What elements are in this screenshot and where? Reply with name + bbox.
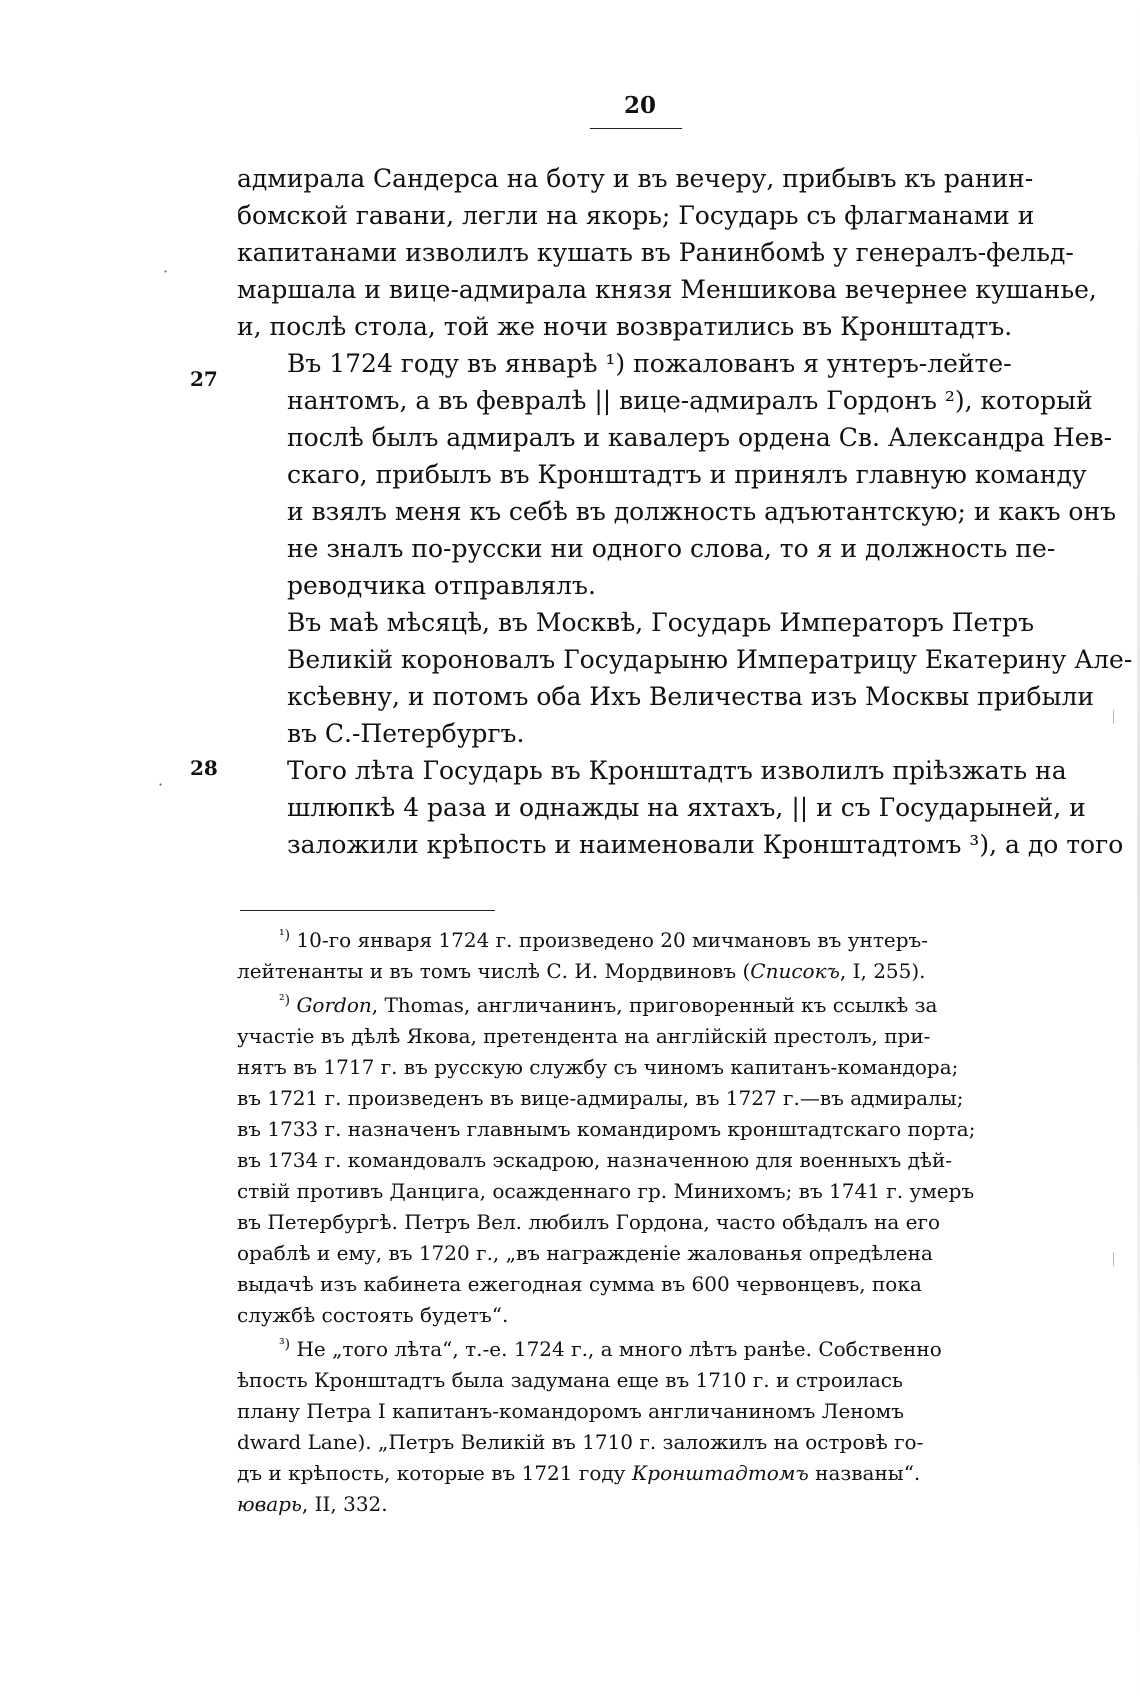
footnote-line — [237, 925, 1029, 956]
footnote-line: въ 1721 г. произведенъ въ вице-адмиралы, въ 1727 г.—въ адмиралы; — [237, 1086, 964, 1110]
body-text — [237, 160, 1133, 863]
footnote-line: службѣ состоять будетъ“. — [237, 1303, 509, 1327]
paragraph-1 — [237, 160, 1097, 345]
text-line: Въ маѣ мѣсяцѣ, въ Москвѣ, Государь Императоръ Петръ — [287, 608, 1035, 637]
footnote-line: ѣпость Кронштадтъ была задумана еще въ 1710 г. и строилась — [237, 1368, 903, 1392]
footnote-line: нятъ въ 1717 г. въ русскую службу съ чиномъ капитанъ-командора; — [237, 1055, 959, 1079]
footnote-line: юварь, II, 332. — [237, 1492, 388, 1516]
scan-speck: · — [158, 775, 164, 794]
text-line: реводчика отправлялъ. — [287, 571, 596, 600]
text-line: адмирала Сандерса на боту и въ вечеру, прибывъ къ ранин- — [237, 164, 1034, 193]
margin-note-27: 27 — [190, 367, 218, 391]
footnote-3 — [237, 1334, 1029, 1520]
footnote-line: плану Петра I капитанъ-командоромъ англичаниномъ Леномъ — [237, 1399, 904, 1423]
footnote-rule — [240, 910, 495, 911]
text-line: маршала и вице-адмирала князя Меншикова вечернее кушанье, — [237, 275, 1097, 304]
text-line: Великій короновалъ Государыню Императрицу Екатерину Але- — [287, 645, 1133, 674]
footnote-line: лейтенанты и въ томъ числѣ С. И. Мордвиновъ (Списокъ, I, 255). — [237, 959, 926, 983]
footnote-2 — [237, 990, 1029, 1331]
text-line: послѣ былъ адмиралъ и кавалеръ ордена Св. Александра Нев- — [287, 423, 1113, 452]
text-line: и взялъ меня къ себѣ въ должность адъютантскую; и какъ онъ — [287, 497, 1117, 526]
paragraph-4 — [237, 752, 1124, 863]
scan-mark — [1113, 1252, 1114, 1266]
footnote-line — [237, 1334, 1029, 1365]
footnote-text: Gordon, Thomas, англичанинъ, приговоренный къ ссылкѣ за — [296, 993, 938, 1017]
footnotes — [237, 925, 1029, 1523]
page-number: 20 — [623, 92, 656, 119]
text-line: скаго, прибылъ въ Кронштадтъ и принялъ главную команду — [287, 460, 1087, 489]
footnote-marker: ³) — [279, 1336, 291, 1353]
text-line: не зналъ по-русски ни одного слова, то я и должность пе- — [287, 534, 1056, 563]
footnote-marker: ¹) — [279, 927, 291, 944]
footnote-line: въ 1733 г. назначенъ главнымъ командиромъ кронштадтскаго порта; — [237, 1117, 976, 1141]
scan-mark — [1113, 710, 1114, 724]
text-line: бомской гавани, легли на якорь; Государь съ флагманами и — [237, 201, 1035, 230]
footnote-line: ствій противъ Данцига, осажденнаго гр. Минихомъ; въ 1741 г. умеръ — [237, 1179, 975, 1203]
footnote-text: 10-го января 1724 г. произведено 20 мичмановъ въ унтеръ- — [296, 928, 928, 952]
footnote-line: въ Петербургѣ. Петръ Вел. любилъ Гордона, часто обѣдалъ на его — [237, 1210, 940, 1234]
footnote-marker: ²) — [279, 992, 291, 1009]
footnote-line — [237, 990, 1029, 1021]
page-number-rule — [590, 128, 682, 129]
footnote-line: участіе въ дѣлѣ Якова, претендента на англійскій престолъ, при- — [237, 1024, 931, 1048]
paragraph-3 — [237, 604, 1133, 752]
footnote-line: выдачѣ изъ кабинета ежегодная сумма въ 600 червонцевъ, пока — [237, 1272, 922, 1296]
text-line: ксѣевну, и потомъ оба Ихъ Величества изъ Москвы прибыли — [287, 682, 1095, 711]
scan-speck: · — [163, 262, 169, 281]
text-line: нантомъ, а въ февралѣ || вице-адмиралъ Гордонъ ²), который — [287, 386, 1093, 415]
text-line: и, послѣ стола, той же ночи возвратились въ Кронштадтъ. — [237, 312, 1013, 341]
margin-note-28: 28 — [190, 756, 218, 780]
text-line: капитанами изволилъ кушать въ Ранинбомѣ у генералъ-фельд- — [237, 238, 1074, 267]
footnote-line: ораблѣ и ему, въ 1720 г., „въ награжденіе жалованья опредѣлена — [237, 1241, 933, 1265]
text-line: въ С.-Петербургъ. — [287, 719, 525, 748]
footnote-1 — [237, 925, 1029, 987]
text-line: заложили крѣпость и наименовали Кронштадтомъ ³), а до того — [287, 830, 1124, 859]
text-line: Въ 1724 году въ январѣ ¹) пожалованъ я унтеръ-лейте- — [287, 349, 1012, 378]
footnote-line: дъ и крѣпость, которые въ 1721 году Кронштадтомъ названы“. — [237, 1461, 921, 1485]
footnote-line: въ 1734 г. командовалъ эскадрою, назначенною для военныхъ дѣй- — [237, 1148, 953, 1172]
text-line: шлюпкѣ 4 раза и однажды на яхтахъ, || и съ Государыней, и — [287, 793, 1086, 822]
footnote-line: dward Lane). „Петръ Великій въ 1710 г. заложилъ на островѣ го- — [237, 1430, 924, 1454]
text-line: Того лѣта Государь въ Кронштадтъ изволилъ пріѣзжать на — [287, 756, 1067, 785]
footnote-text: Не „того лѣта“, т.-е. 1724 г., а много лѣтъ ранѣе. Собственно — [296, 1337, 942, 1361]
paragraph-2 — [237, 345, 1117, 604]
